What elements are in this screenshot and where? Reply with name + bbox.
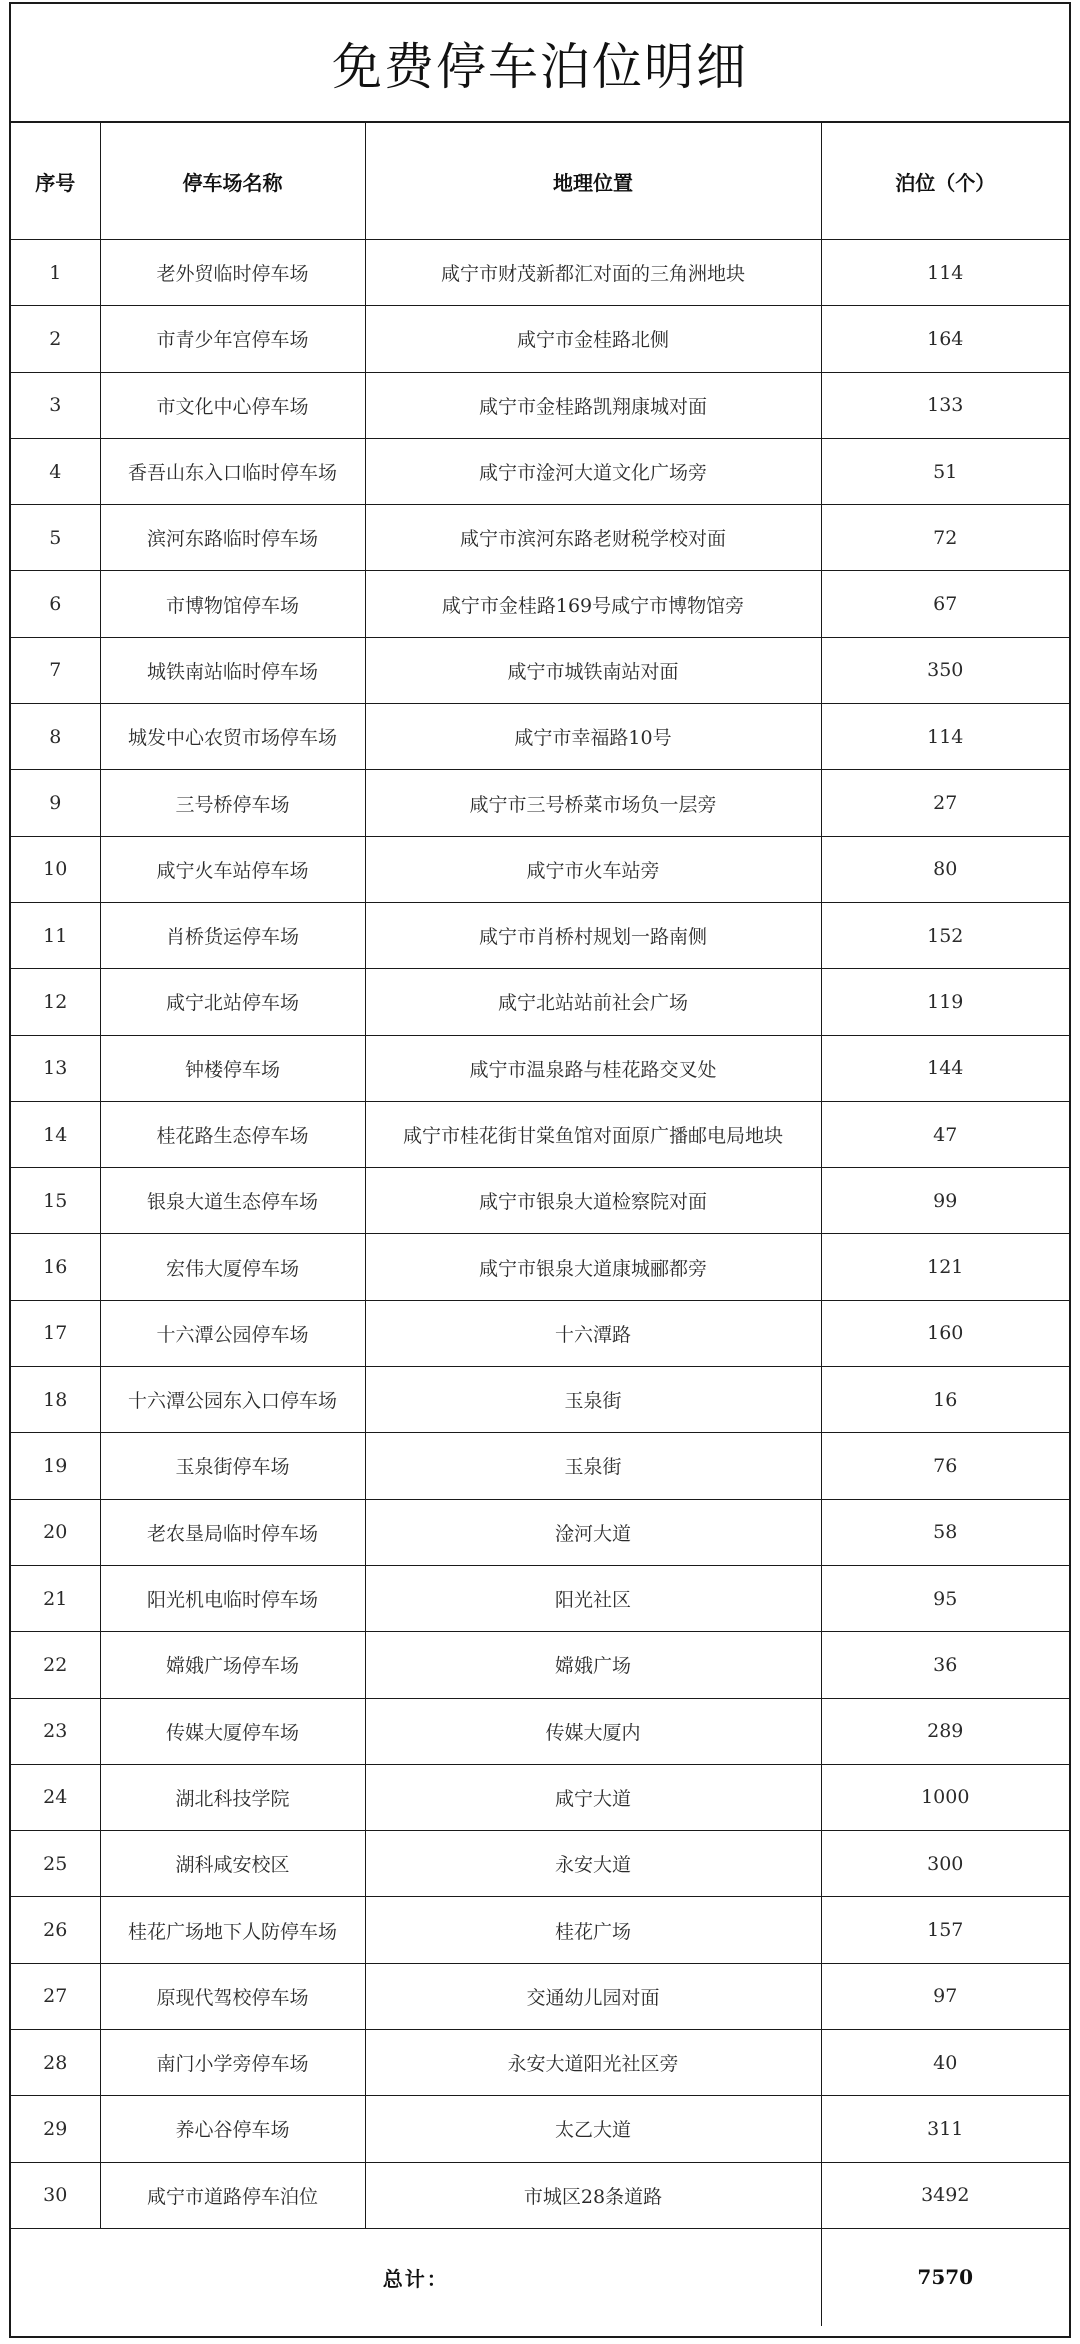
cell-lot-name: 湖北科技学院 [100,1764,365,1830]
table-row [11,240,1069,306]
table-row [11,836,1069,902]
parking-detail-table [11,123,1069,2326]
cell-location: 咸宁市火车站旁 [365,836,821,902]
cell-location: 咸宁市温泉路与桂花路交叉处 [365,1035,821,1101]
cell-location: 交通幼儿园对面 [365,1963,821,2029]
cell-lot-name: 咸宁火车站停车场 [100,836,365,902]
cell-serial: 24 [11,1764,100,1830]
cell-spaces: 119 [821,969,1069,1035]
cell-spaces: 289 [821,1698,1069,1764]
cell-location: 淦河大道 [365,1499,821,1565]
cell-spaces: 76 [821,1433,1069,1499]
cell-lot-name: 嫦娥广场停车场 [100,1632,365,1698]
table-row [11,1831,1069,1897]
parking-table-sheet [9,2,1071,2338]
table-row [11,306,1069,372]
cell-serial: 28 [11,2030,100,2096]
table-row [11,1367,1069,1433]
cell-spaces: 164 [821,306,1069,372]
cell-serial: 4 [11,438,100,504]
cell-lot-name: 传媒大厦停车场 [100,1698,365,1764]
table-row [11,1499,1069,1565]
cell-serial: 3 [11,372,100,438]
total-label: 总计： [11,2228,821,2326]
cell-spaces: 152 [821,902,1069,968]
cell-location: 咸宁北站站前社会广场 [365,969,821,1035]
table-row [11,1897,1069,1963]
cell-spaces: 114 [821,704,1069,770]
cell-serial: 10 [11,836,100,902]
cell-serial: 18 [11,1367,100,1433]
cell-lot-name: 城发中心农贸市场停车场 [100,704,365,770]
header-serial: 序号 [11,123,100,240]
table-row [11,571,1069,637]
table-row [11,2096,1069,2162]
cell-location: 太乙大道 [365,2096,821,2162]
cell-spaces: 1000 [821,1764,1069,1830]
cell-spaces: 36 [821,1632,1069,1698]
header-lot-name: 停车场名称 [100,123,365,240]
cell-spaces: 16 [821,1367,1069,1433]
cell-location: 市城区28条道路 [365,2162,821,2228]
cell-serial: 16 [11,1234,100,1300]
cell-serial: 5 [11,505,100,571]
cell-location: 咸宁市银泉大道检察院对面 [365,1168,821,1234]
table-row [11,2030,1069,2096]
table-row [11,1565,1069,1631]
cell-location: 咸宁市银泉大道康城郦都旁 [365,1234,821,1300]
cell-location: 咸宁市滨河东路老财税学校对面 [365,505,821,571]
table-row [11,1433,1069,1499]
cell-serial: 26 [11,1897,100,1963]
cell-spaces: 157 [821,1897,1069,1963]
cell-lot-name: 市文化中心停车场 [100,372,365,438]
cell-lot-name: 十六潭公园停车场 [100,1300,365,1366]
cell-spaces: 121 [821,1234,1069,1300]
cell-serial: 27 [11,1963,100,2029]
cell-serial: 8 [11,704,100,770]
cell-location: 咸宁大道 [365,1764,821,1830]
cell-lot-name: 桂花广场地下人防停车场 [100,1897,365,1963]
cell-serial: 7 [11,637,100,703]
table-row [11,969,1069,1035]
cell-spaces: 47 [821,1101,1069,1167]
cell-location: 咸宁市幸福路10号 [365,704,821,770]
cell-serial: 11 [11,902,100,968]
cell-location: 咸宁市金桂路凯翔康城对面 [365,372,821,438]
cell-spaces: 99 [821,1168,1069,1234]
cell-lot-name: 市青少年宫停车场 [100,306,365,372]
table-row [11,372,1069,438]
table-row [11,770,1069,836]
cell-lot-name: 十六潭公园东入口停车场 [100,1367,365,1433]
cell-lot-name: 原现代驾校停车场 [100,1963,365,2029]
table-row [11,704,1069,770]
cell-lot-name: 肖桥货运停车场 [100,902,365,968]
cell-lot-name: 玉泉街停车场 [100,1433,365,1499]
cell-serial: 12 [11,969,100,1035]
cell-spaces: 114 [821,240,1069,306]
cell-spaces: 311 [821,2096,1069,2162]
table-row [11,1698,1069,1764]
cell-serial: 21 [11,1565,100,1631]
table-row [11,902,1069,968]
cell-lot-name: 市博物馆停车场 [100,571,365,637]
cell-serial: 14 [11,1101,100,1167]
cell-location: 十六潭路 [365,1300,821,1366]
cell-serial: 13 [11,1035,100,1101]
cell-lot-name: 香吾山东入口临时停车场 [100,438,365,504]
total-value: 7570 [821,2228,1069,2326]
cell-location: 永安大道 [365,1831,821,1897]
table-row [11,2162,1069,2228]
cell-lot-name: 老农垦局临时停车场 [100,1499,365,1565]
cell-location: 咸宁市肖桥村规划一路南侧 [365,902,821,968]
table-row [11,1035,1069,1101]
cell-location: 咸宁市金桂路169号咸宁市博物馆旁 [365,571,821,637]
cell-lot-name: 三号桥停车场 [100,770,365,836]
cell-serial: 22 [11,1632,100,1698]
page-title: 免费停车泊位明细 [332,37,748,96]
table-row [11,1168,1069,1234]
cell-location: 咸宁市三号桥菜市场负一层旁 [365,770,821,836]
cell-serial: 30 [11,2162,100,2228]
cell-lot-name: 南门小学旁停车场 [100,2030,365,2096]
table-row [11,505,1069,571]
cell-spaces: 95 [821,1565,1069,1631]
table-row [11,1764,1069,1830]
cell-lot-name: 湖科咸安校区 [100,1831,365,1897]
cell-spaces: 300 [821,1831,1069,1897]
cell-spaces: 72 [821,505,1069,571]
table-row [11,1101,1069,1167]
cell-lot-name: 养心谷停车场 [100,2096,365,2162]
cell-lot-name: 桂花路生态停车场 [100,1101,365,1167]
cell-serial: 23 [11,1698,100,1764]
cell-location: 玉泉街 [365,1367,821,1433]
cell-spaces: 40 [821,2030,1069,2096]
cell-lot-name: 钟楼停车场 [100,1035,365,1101]
cell-location: 永安大道阳光社区旁 [365,2030,821,2096]
cell-serial: 1 [11,240,100,306]
cell-location: 咸宁市财茂新都汇对面的三角洲地块 [365,240,821,306]
table-body [11,240,1069,2229]
cell-location: 咸宁市桂花街甘棠鱼馆对面原广播邮电局地块 [365,1101,821,1167]
cell-location: 咸宁市城铁南站对面 [365,637,821,703]
cell-spaces: 51 [821,438,1069,504]
cell-location: 阳光社区 [365,1565,821,1631]
cell-spaces: 3492 [821,2162,1069,2228]
cell-spaces: 144 [821,1035,1069,1101]
header-location: 地理位置 [365,123,821,240]
cell-location: 嫦娥广场 [365,1632,821,1698]
cell-serial: 15 [11,1168,100,1234]
cell-lot-name: 咸宁市道路停车泊位 [100,2162,365,2228]
cell-spaces: 133 [821,372,1069,438]
cell-lot-name: 宏伟大厦停车场 [100,1234,365,1300]
cell-serial: 20 [11,1499,100,1565]
cell-lot-name: 银泉大道生态停车场 [100,1168,365,1234]
table-row [11,1234,1069,1300]
cell-serial: 19 [11,1433,100,1499]
cell-serial: 25 [11,1831,100,1897]
title-row [11,4,1069,123]
cell-spaces: 160 [821,1300,1069,1366]
cell-serial: 6 [11,571,100,637]
cell-location: 咸宁市金桂路北侧 [365,306,821,372]
table-row [11,1632,1069,1698]
cell-spaces: 97 [821,1963,1069,2029]
cell-spaces: 27 [821,770,1069,836]
cell-location: 玉泉街 [365,1433,821,1499]
cell-location: 桂花广场 [365,1897,821,1963]
table-row [11,637,1069,703]
cell-spaces: 58 [821,1499,1069,1565]
cell-lot-name: 咸宁北站停车场 [100,969,365,1035]
cell-spaces: 80 [821,836,1069,902]
table-row [11,1963,1069,2029]
cell-serial: 2 [11,306,100,372]
cell-location: 咸宁市淦河大道文化广场旁 [365,438,821,504]
total-row [11,2228,1069,2326]
cell-location: 传媒大厦内 [365,1698,821,1764]
cell-lot-name: 阳光机电临时停车场 [100,1565,365,1631]
table-row [11,438,1069,504]
cell-lot-name: 滨河东路临时停车场 [100,505,365,571]
header-spaces: 泊位（个） [821,123,1069,240]
cell-lot-name: 老外贸临时停车场 [100,240,365,306]
cell-spaces: 350 [821,637,1069,703]
cell-lot-name: 城铁南站临时停车场 [100,637,365,703]
cell-spaces: 67 [821,571,1069,637]
cell-serial: 17 [11,1300,100,1366]
cell-serial: 9 [11,770,100,836]
header-row [11,123,1069,240]
cell-serial: 29 [11,2096,100,2162]
table-row [11,1300,1069,1366]
